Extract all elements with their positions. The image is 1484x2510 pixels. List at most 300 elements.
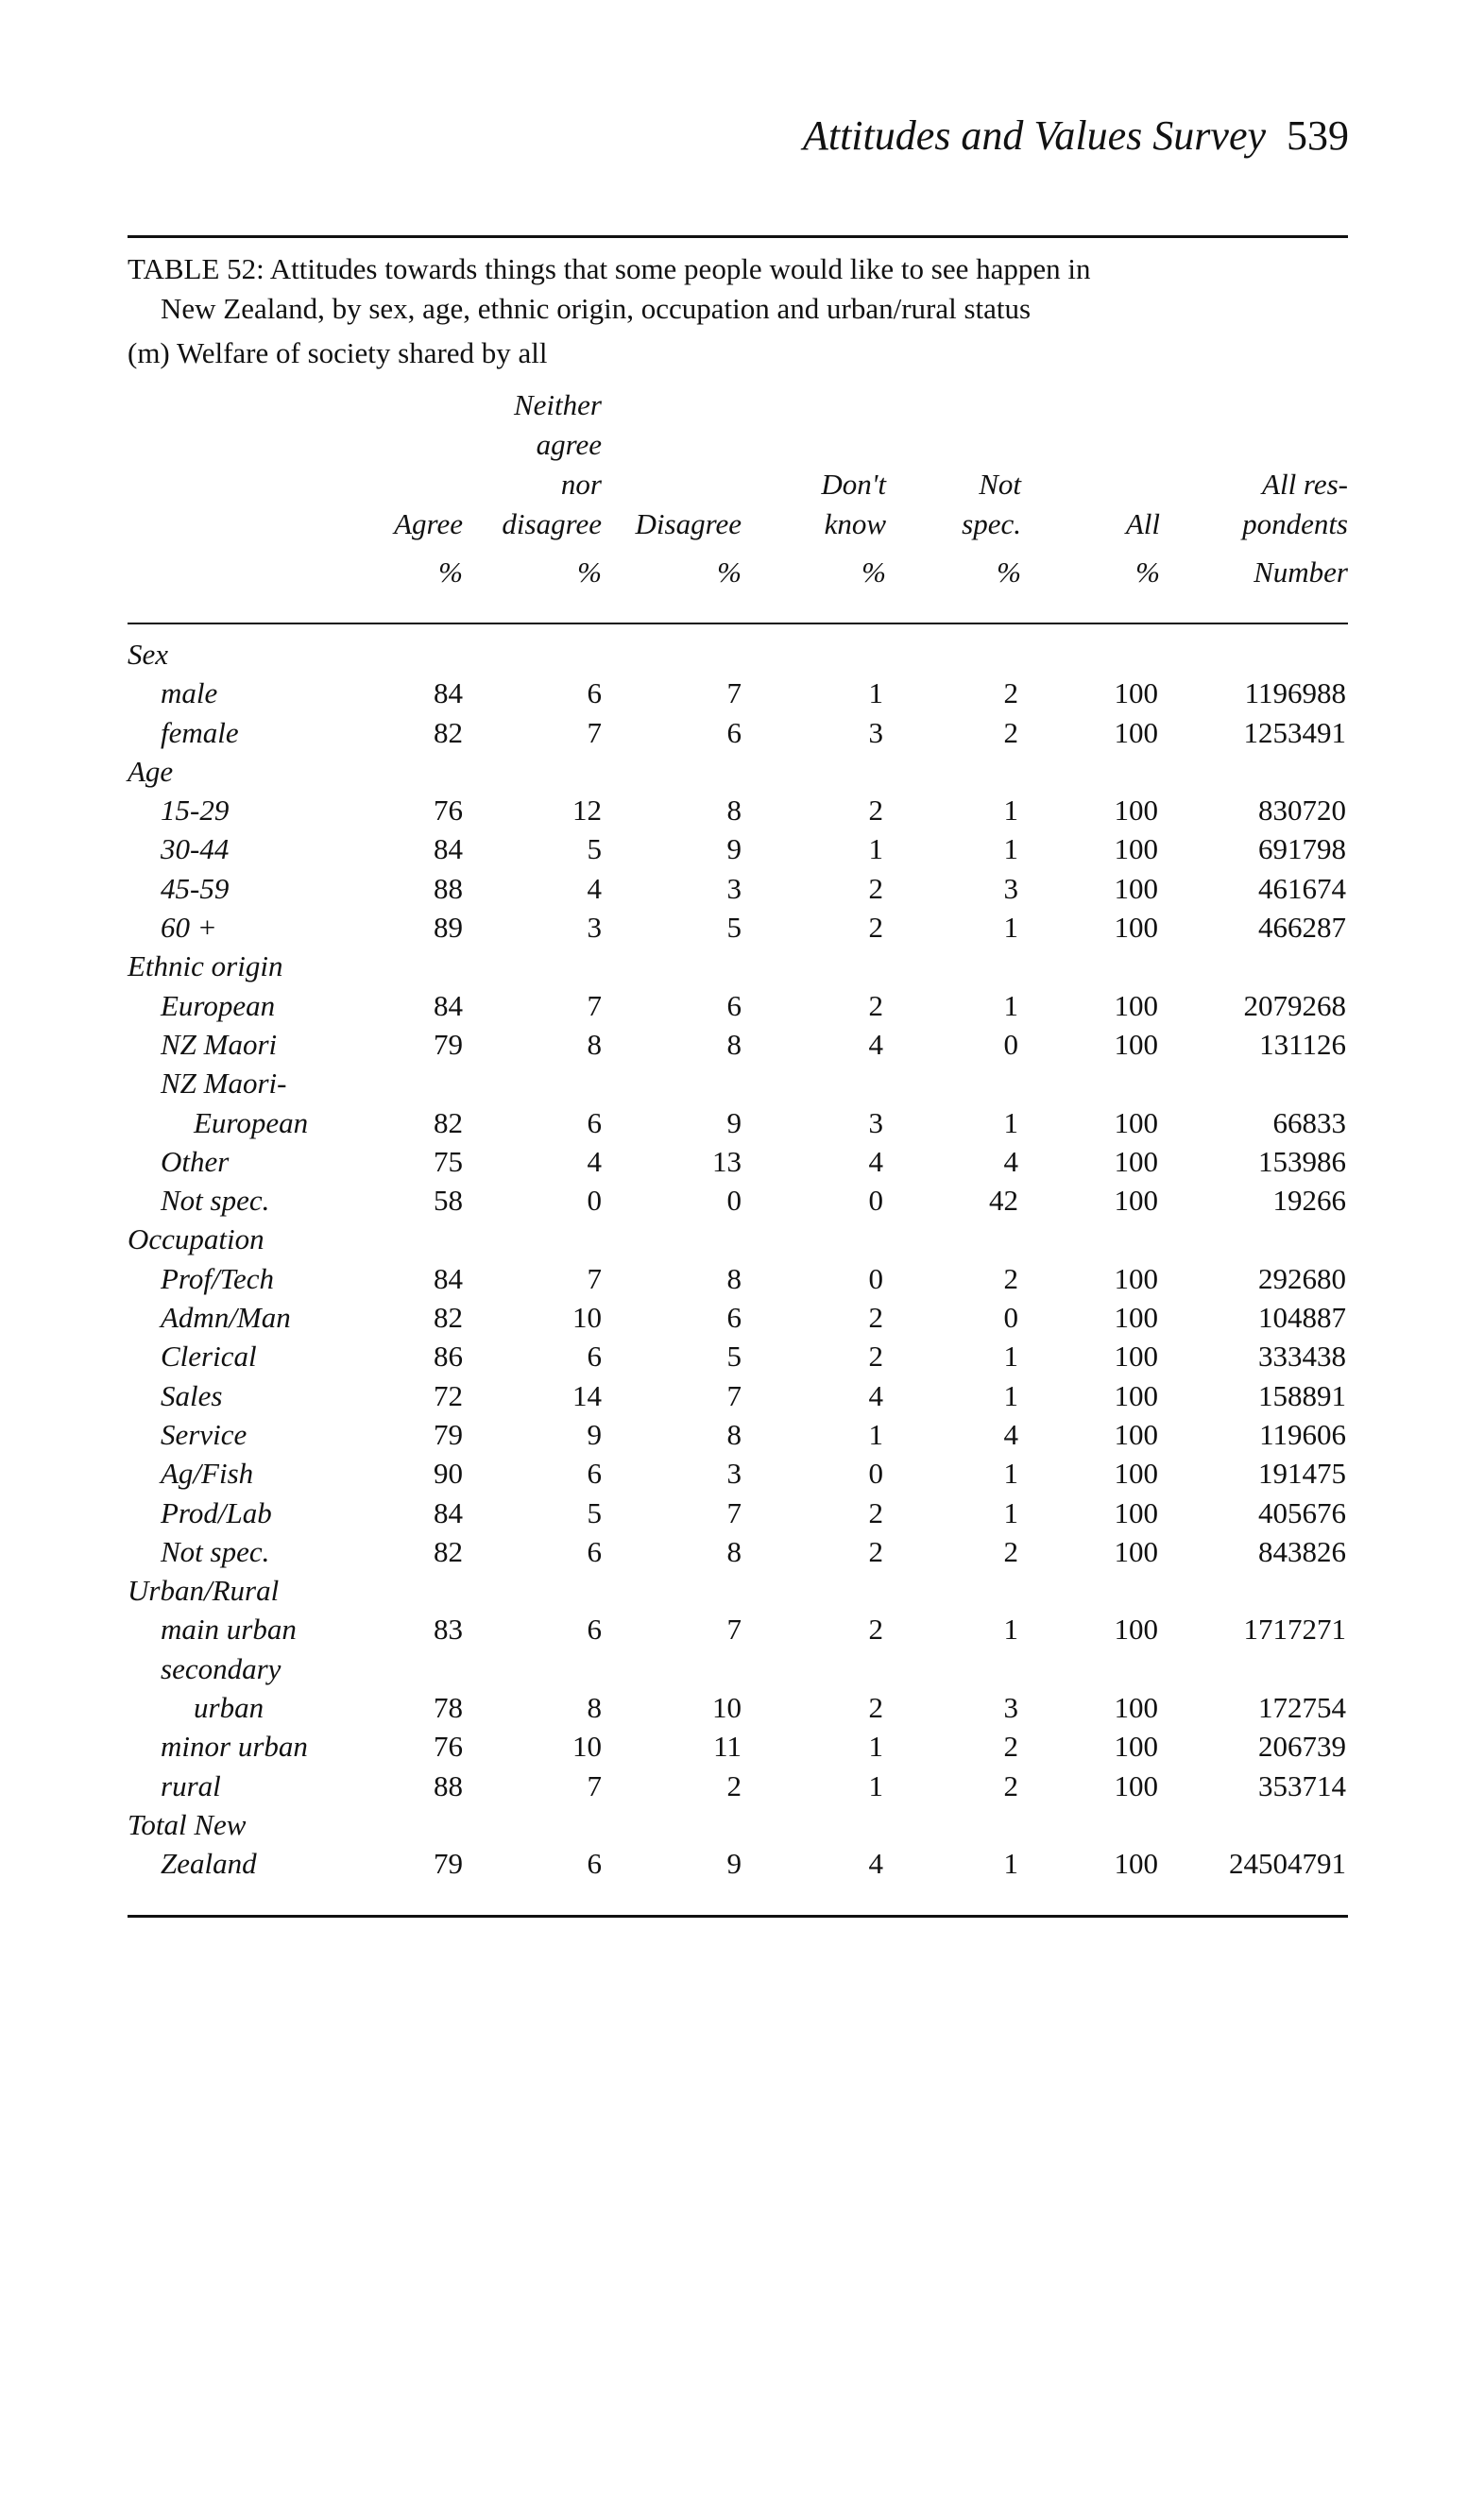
group-heading-row [128, 635, 1346, 674]
row-label: Age [128, 754, 174, 788]
table-cell: 83 [434, 1613, 463, 1647]
table-cell: 1 [868, 832, 883, 866]
table-cell [383, 947, 463, 985]
table-cell [1018, 635, 1158, 674]
table-cell [883, 1805, 1018, 1844]
table-cell: 1 [1003, 1457, 1018, 1491]
row-label: European [194, 1105, 309, 1139]
table-cell: 1 [868, 1730, 883, 1764]
table-cell: 1253491 [1243, 715, 1346, 749]
table-cell [383, 752, 463, 791]
table-row [128, 1103, 1346, 1142]
table-cell: 6 [587, 1613, 602, 1647]
table-cell [602, 635, 742, 674]
table-cell: 0 [868, 1457, 883, 1491]
row-label: NZ Maori- [161, 1067, 287, 1101]
table-cell: 4 [587, 871, 602, 905]
table-cell: 2 [868, 871, 883, 905]
table-row [128, 1025, 1346, 1064]
table-cell [742, 1649, 883, 1688]
table-cell [1158, 1571, 1346, 1610]
table-cell: 691798 [1258, 832, 1346, 866]
table-cell: 153986 [1258, 1144, 1346, 1178]
table-cell: 10 [572, 1301, 602, 1335]
table-cell: 90 [434, 1457, 463, 1491]
table-cell: 0 [868, 1261, 883, 1295]
table-cell: 7 [587, 988, 602, 1022]
table-cell: 84 [434, 1495, 463, 1529]
table-cell [883, 752, 1018, 791]
column-unit: Number [1254, 555, 1348, 589]
table-cell: 42 [989, 1184, 1018, 1218]
table-cell [883, 1064, 1018, 1102]
table-cell: 830720 [1258, 794, 1346, 828]
group-heading-row [128, 947, 1346, 985]
table-cell: 100 [1114, 911, 1158, 945]
table-cell: 10 [572, 1730, 602, 1764]
table-cell [602, 1220, 742, 1258]
table-cell: 7 [726, 1613, 742, 1647]
table-row [128, 1376, 1346, 1415]
row-label: Sex [128, 638, 169, 671]
column-header-line: spec. [962, 507, 1021, 540]
table-cell: 7 [726, 1495, 742, 1529]
table-cell: 6 [726, 1301, 742, 1335]
table-cell: 100 [1114, 1495, 1158, 1529]
table-cell: 1 [1003, 1847, 1018, 1881]
table-cell [602, 1571, 742, 1610]
table-cell: 2 [868, 988, 883, 1022]
table-cell: 79 [434, 1027, 463, 1061]
table-cell: 1 [1003, 1105, 1018, 1139]
table-cell: 1717271 [1243, 1613, 1346, 1647]
table-cell: 1 [868, 676, 883, 710]
column-header [971, 385, 1160, 592]
table-cell: 100 [1114, 1340, 1158, 1374]
row-label: Not spec. [161, 1184, 270, 1218]
column-header-line: Neither [514, 388, 602, 421]
table-cell: 4 [868, 1144, 883, 1178]
row-label: main urban [161, 1613, 297, 1647]
table-cell: 9 [726, 1847, 742, 1881]
table-cell: 104887 [1258, 1301, 1346, 1335]
row-label: male [161, 676, 218, 710]
table-cell: 0 [587, 1184, 602, 1218]
column-header-line: Not [979, 468, 1021, 501]
table-cell: 2 [726, 1768, 742, 1802]
table-row [128, 1298, 1346, 1337]
table-cell: 100 [1114, 1730, 1158, 1764]
table-cell: 2 [868, 911, 883, 945]
table-cell: 100 [1114, 871, 1158, 905]
table-cell [463, 635, 602, 674]
table-cell: 3 [726, 871, 742, 905]
row-label: 60 + [161, 911, 217, 945]
column-unit: % [577, 555, 602, 589]
table-cell: 10 [712, 1691, 742, 1725]
table-cell: 158891 [1258, 1378, 1346, 1412]
table-cell: 9 [726, 1105, 742, 1139]
column-header-line [971, 385, 1160, 425]
row-label: Ethnic origin [128, 949, 283, 983]
table-cell [1018, 947, 1158, 985]
table-cell: 2079268 [1243, 988, 1346, 1022]
table-cell [602, 1064, 742, 1102]
table-cell: 100 [1114, 715, 1158, 749]
row-label: Occupation [128, 1222, 264, 1256]
table-cell: 72 [434, 1378, 463, 1412]
table-cell: 4 [1003, 1417, 1018, 1451]
column-unit: % [1135, 555, 1160, 589]
table-cell [742, 1064, 883, 1102]
table-cell: 100 [1114, 988, 1158, 1022]
row-label: Total New [128, 1807, 247, 1841]
table-cell: 75 [434, 1144, 463, 1178]
row-label: urban [194, 1691, 264, 1725]
table-cell: 5 [726, 1340, 742, 1374]
row-label: Prof/Tech [161, 1261, 274, 1295]
column-header-line: All [1125, 507, 1160, 540]
table-cell: 7 [726, 676, 742, 710]
column-header-line: agree [536, 428, 602, 461]
table-cell: 172754 [1258, 1691, 1346, 1725]
table-row [128, 791, 1346, 829]
row-label: Other [161, 1144, 230, 1178]
table-cell [383, 1649, 463, 1688]
column-header [1159, 385, 1348, 592]
table-cell: 100 [1114, 1457, 1158, 1491]
table-cell [1158, 1064, 1346, 1102]
table-cell: 2 [868, 1301, 883, 1335]
table-row [128, 1727, 1346, 1766]
table-cell [602, 1649, 742, 1688]
table-cell: 58 [434, 1184, 463, 1218]
table-cell: 6 [726, 715, 742, 749]
table-cell [742, 1220, 883, 1258]
table-cell: 0 [726, 1184, 742, 1218]
column-header-line: disagree [502, 507, 602, 540]
row-label: female [161, 715, 239, 749]
row-label: Sales [161, 1378, 223, 1412]
row-label: minor urban [161, 1730, 308, 1764]
table-cell [383, 1064, 463, 1102]
table-cell: 6 [726, 988, 742, 1022]
row-label: Ag/Fish [161, 1457, 254, 1491]
table-cell: 0 [1003, 1301, 1018, 1335]
group-heading-row [128, 1064, 1346, 1102]
table-cell [383, 635, 463, 674]
table-cell: 7 [587, 1768, 602, 1802]
table-cell [383, 1220, 463, 1258]
column-header-line: All res- [1262, 468, 1348, 501]
table-cell: 1 [868, 1768, 883, 1802]
table-cell [602, 947, 742, 985]
table-row [128, 674, 1346, 712]
table-cell: 4 [868, 1027, 883, 1061]
table-cell [742, 1805, 883, 1844]
table-cell: 1 [1003, 911, 1018, 945]
caption-line-2: New Zealand, by sex, age, ethnic origin, occupation and urban/rural status [161, 292, 1032, 325]
table-cell: 2 [1003, 1730, 1018, 1764]
table-cell [883, 635, 1018, 674]
table-cell: 100 [1114, 1184, 1158, 1218]
group-heading-row [128, 752, 1346, 791]
row-label: Not spec. [161, 1534, 270, 1568]
table-row [128, 1259, 1346, 1298]
table-cell [383, 1571, 463, 1610]
table-cell [1158, 1805, 1346, 1844]
table-cell: 76 [434, 1730, 463, 1764]
row-label: rural [161, 1768, 221, 1802]
table-cell: 3 [587, 911, 602, 945]
column-header-line: nor [560, 468, 602, 501]
table-cell [463, 752, 602, 791]
table-cell: 84 [434, 676, 463, 710]
row-label: Prod/Lab [161, 1495, 272, 1529]
running-head [803, 111, 1349, 160]
group-heading-row [128, 1571, 1346, 1610]
table-cell: 2 [1003, 1768, 1018, 1802]
table-cell: 8 [726, 794, 742, 828]
table-cell [1018, 752, 1158, 791]
table-cell: 405676 [1258, 1495, 1346, 1529]
table-cell: 3 [868, 715, 883, 749]
table-cell: 4 [1003, 1144, 1018, 1178]
table-row [128, 1688, 1346, 1727]
table-cell: 82 [434, 715, 463, 749]
table-cell [463, 947, 602, 985]
table-cell: 84 [434, 988, 463, 1022]
table-row [128, 1494, 1346, 1532]
table-row [128, 713, 1346, 752]
running-head-title: Attitudes and Values Survey [802, 112, 1266, 159]
table-cell: 0 [1003, 1027, 1018, 1061]
table-cell: 2 [868, 1534, 883, 1568]
table-cell [1158, 1220, 1346, 1258]
table-cell [1018, 1220, 1158, 1258]
table-row [128, 1181, 1346, 1220]
table-cell: 8 [726, 1417, 742, 1451]
table-cell: 1196988 [1244, 676, 1346, 710]
table-cell: 2 [868, 1691, 883, 1725]
table-cell: 1 [1003, 1495, 1018, 1529]
column-header-line [1159, 425, 1348, 465]
table-cell: 8 [726, 1027, 742, 1061]
table-cell: 2 [868, 1495, 883, 1529]
table-cell: 86 [434, 1340, 463, 1374]
column-header-line: Agree [394, 507, 463, 540]
table-cell: 3 [1003, 1691, 1018, 1725]
table-cell: 8 [587, 1691, 602, 1725]
table-cell: 1 [1003, 1340, 1018, 1374]
table-cell: 2 [868, 1340, 883, 1374]
table-cell: 7 [587, 1261, 602, 1295]
table-cell: 4 [868, 1378, 883, 1412]
table-row [128, 1454, 1346, 1493]
table-cell: 100 [1114, 832, 1158, 866]
table-cell: 5 [726, 911, 742, 945]
table-cell: 82 [434, 1105, 463, 1139]
table-cell: 4 [587, 1144, 602, 1178]
table-row [128, 869, 1346, 908]
table-cell [742, 752, 883, 791]
table-cell: 100 [1114, 676, 1158, 710]
table-cell: 191475 [1258, 1457, 1346, 1491]
column-header-line: pondents [1242, 507, 1348, 540]
table-cell: 88 [434, 871, 463, 905]
table-caption [128, 249, 1356, 329]
table-cell: 2 [868, 1613, 883, 1647]
table-cell: 9 [726, 832, 742, 866]
table-cell [463, 1649, 602, 1688]
column-unit: % [438, 555, 463, 589]
row-label: Clerical [161, 1340, 257, 1374]
table-cell: 100 [1114, 1261, 1158, 1295]
row-label: 30-44 [161, 832, 230, 866]
table-cell: 82 [434, 1301, 463, 1335]
table-cell: 100 [1114, 1534, 1158, 1568]
table-cell: 206739 [1258, 1730, 1346, 1764]
page-number: 539 [1287, 112, 1349, 159]
table-cell [463, 1220, 602, 1258]
row-label: Service [161, 1417, 247, 1451]
table-cell: 6 [587, 1534, 602, 1568]
table-cell [742, 635, 883, 674]
column-header-line: Disagree [635, 507, 742, 540]
table-cell: 19266 [1272, 1184, 1346, 1218]
table-cell: 1 [1003, 988, 1018, 1022]
table-row [128, 1142, 1346, 1181]
table-cell: 0 [868, 1184, 883, 1218]
table-cell: 1 [1003, 832, 1018, 866]
table-cell [383, 1805, 463, 1844]
table-cell: 1 [868, 1417, 883, 1451]
top-rule [128, 235, 1348, 238]
column-header-line [971, 465, 1160, 504]
table-cell: 6 [587, 1847, 602, 1881]
table-row [128, 1415, 1346, 1454]
table-cell: 333438 [1258, 1340, 1346, 1374]
table-cell [602, 752, 742, 791]
table-cell: 1 [1003, 1378, 1018, 1412]
table-row [128, 1767, 1346, 1805]
table-cell: 8 [726, 1534, 742, 1568]
table-cell: 100 [1114, 1378, 1158, 1412]
table-cell: 24504791 [1229, 1847, 1346, 1881]
table-cell: 66833 [1272, 1105, 1346, 1139]
table-cell: 2 [1003, 1261, 1018, 1295]
table-cell: 14 [572, 1378, 602, 1412]
table-cell [602, 1805, 742, 1844]
table-cell [742, 947, 883, 985]
table-cell: 82 [434, 1534, 463, 1568]
table-cell: 3 [1003, 871, 1018, 905]
table-cell [1018, 1571, 1158, 1610]
table-cell [463, 1805, 602, 1844]
table-cell: 292680 [1258, 1261, 1346, 1295]
row-label: NZ Maori [161, 1027, 278, 1061]
table-cell: 461674 [1258, 871, 1346, 905]
data-table [128, 635, 1346, 1884]
table-cell: 3 [726, 1457, 742, 1491]
column-unit: % [717, 555, 742, 589]
column-header-line: know [824, 507, 886, 540]
table-cell: 5 [587, 832, 602, 866]
table-cell: 5 [587, 1495, 602, 1529]
column-header-line [971, 425, 1160, 465]
bottom-rule [128, 1915, 1348, 1918]
table-cell: 100 [1114, 794, 1158, 828]
table-cell: 88 [434, 1768, 463, 1802]
table-cell [1158, 752, 1346, 791]
table-cell [883, 1571, 1018, 1610]
table-cell [1018, 1064, 1158, 1102]
table-cell: 7 [726, 1378, 742, 1412]
row-label: European [161, 988, 276, 1022]
table-cell: 6 [587, 1457, 602, 1491]
table-cell [883, 1649, 1018, 1688]
group-heading-row [128, 1220, 1346, 1258]
row-label: 45-59 [161, 871, 230, 905]
table-cell: 100 [1114, 1105, 1158, 1139]
table-cell [1018, 1805, 1158, 1844]
table-cell [1158, 1649, 1346, 1688]
table-cell: 79 [434, 1417, 463, 1451]
table-cell [883, 947, 1018, 985]
table-cell: 6 [587, 676, 602, 710]
table-cell: 78 [434, 1691, 463, 1725]
table-cell: 843826 [1258, 1534, 1346, 1568]
row-label: Admn/Man [161, 1301, 291, 1335]
column-header-line [1159, 385, 1348, 425]
table-cell [463, 1064, 602, 1102]
table-cell: 2 [1003, 715, 1018, 749]
table-cell: 6 [587, 1340, 602, 1374]
table-cell: 100 [1114, 1691, 1158, 1725]
table-cell: 100 [1114, 1847, 1158, 1881]
table-cell [1158, 635, 1346, 674]
table-cell: 13 [712, 1144, 742, 1178]
table-cell: 3 [868, 1105, 883, 1139]
table-cell: 8 [726, 1261, 742, 1295]
table-cell: 100 [1114, 1417, 1158, 1451]
table-cell: 79 [434, 1847, 463, 1881]
table-cell: 4 [868, 1847, 883, 1881]
row-label: 15-29 [161, 794, 230, 828]
table-cell [1018, 1649, 1158, 1688]
table-cell [1158, 947, 1346, 985]
table-cell: 100 [1114, 1768, 1158, 1802]
table-cell: 76 [434, 794, 463, 828]
table-cell: 1 [1003, 794, 1018, 828]
table-row [128, 1532, 1346, 1571]
table-cell: 119606 [1259, 1417, 1346, 1451]
table-cell: 7 [587, 715, 602, 749]
table-cell: 2 [1003, 1534, 1018, 1568]
row-label: Urban/Rural [128, 1574, 280, 1608]
row-label: Zealand [161, 1847, 257, 1881]
table-cell: 466287 [1258, 911, 1346, 945]
table-row [128, 829, 1346, 868]
row-label: secondary [161, 1651, 281, 1685]
column-unit: % [997, 555, 1021, 589]
table-row [128, 908, 1346, 947]
table-cell: 353714 [1258, 1768, 1346, 1802]
table-cell: 100 [1114, 1027, 1158, 1061]
table-cell: 12 [572, 794, 602, 828]
table-cell: 2 [868, 794, 883, 828]
table-cell: 2 [1003, 676, 1018, 710]
